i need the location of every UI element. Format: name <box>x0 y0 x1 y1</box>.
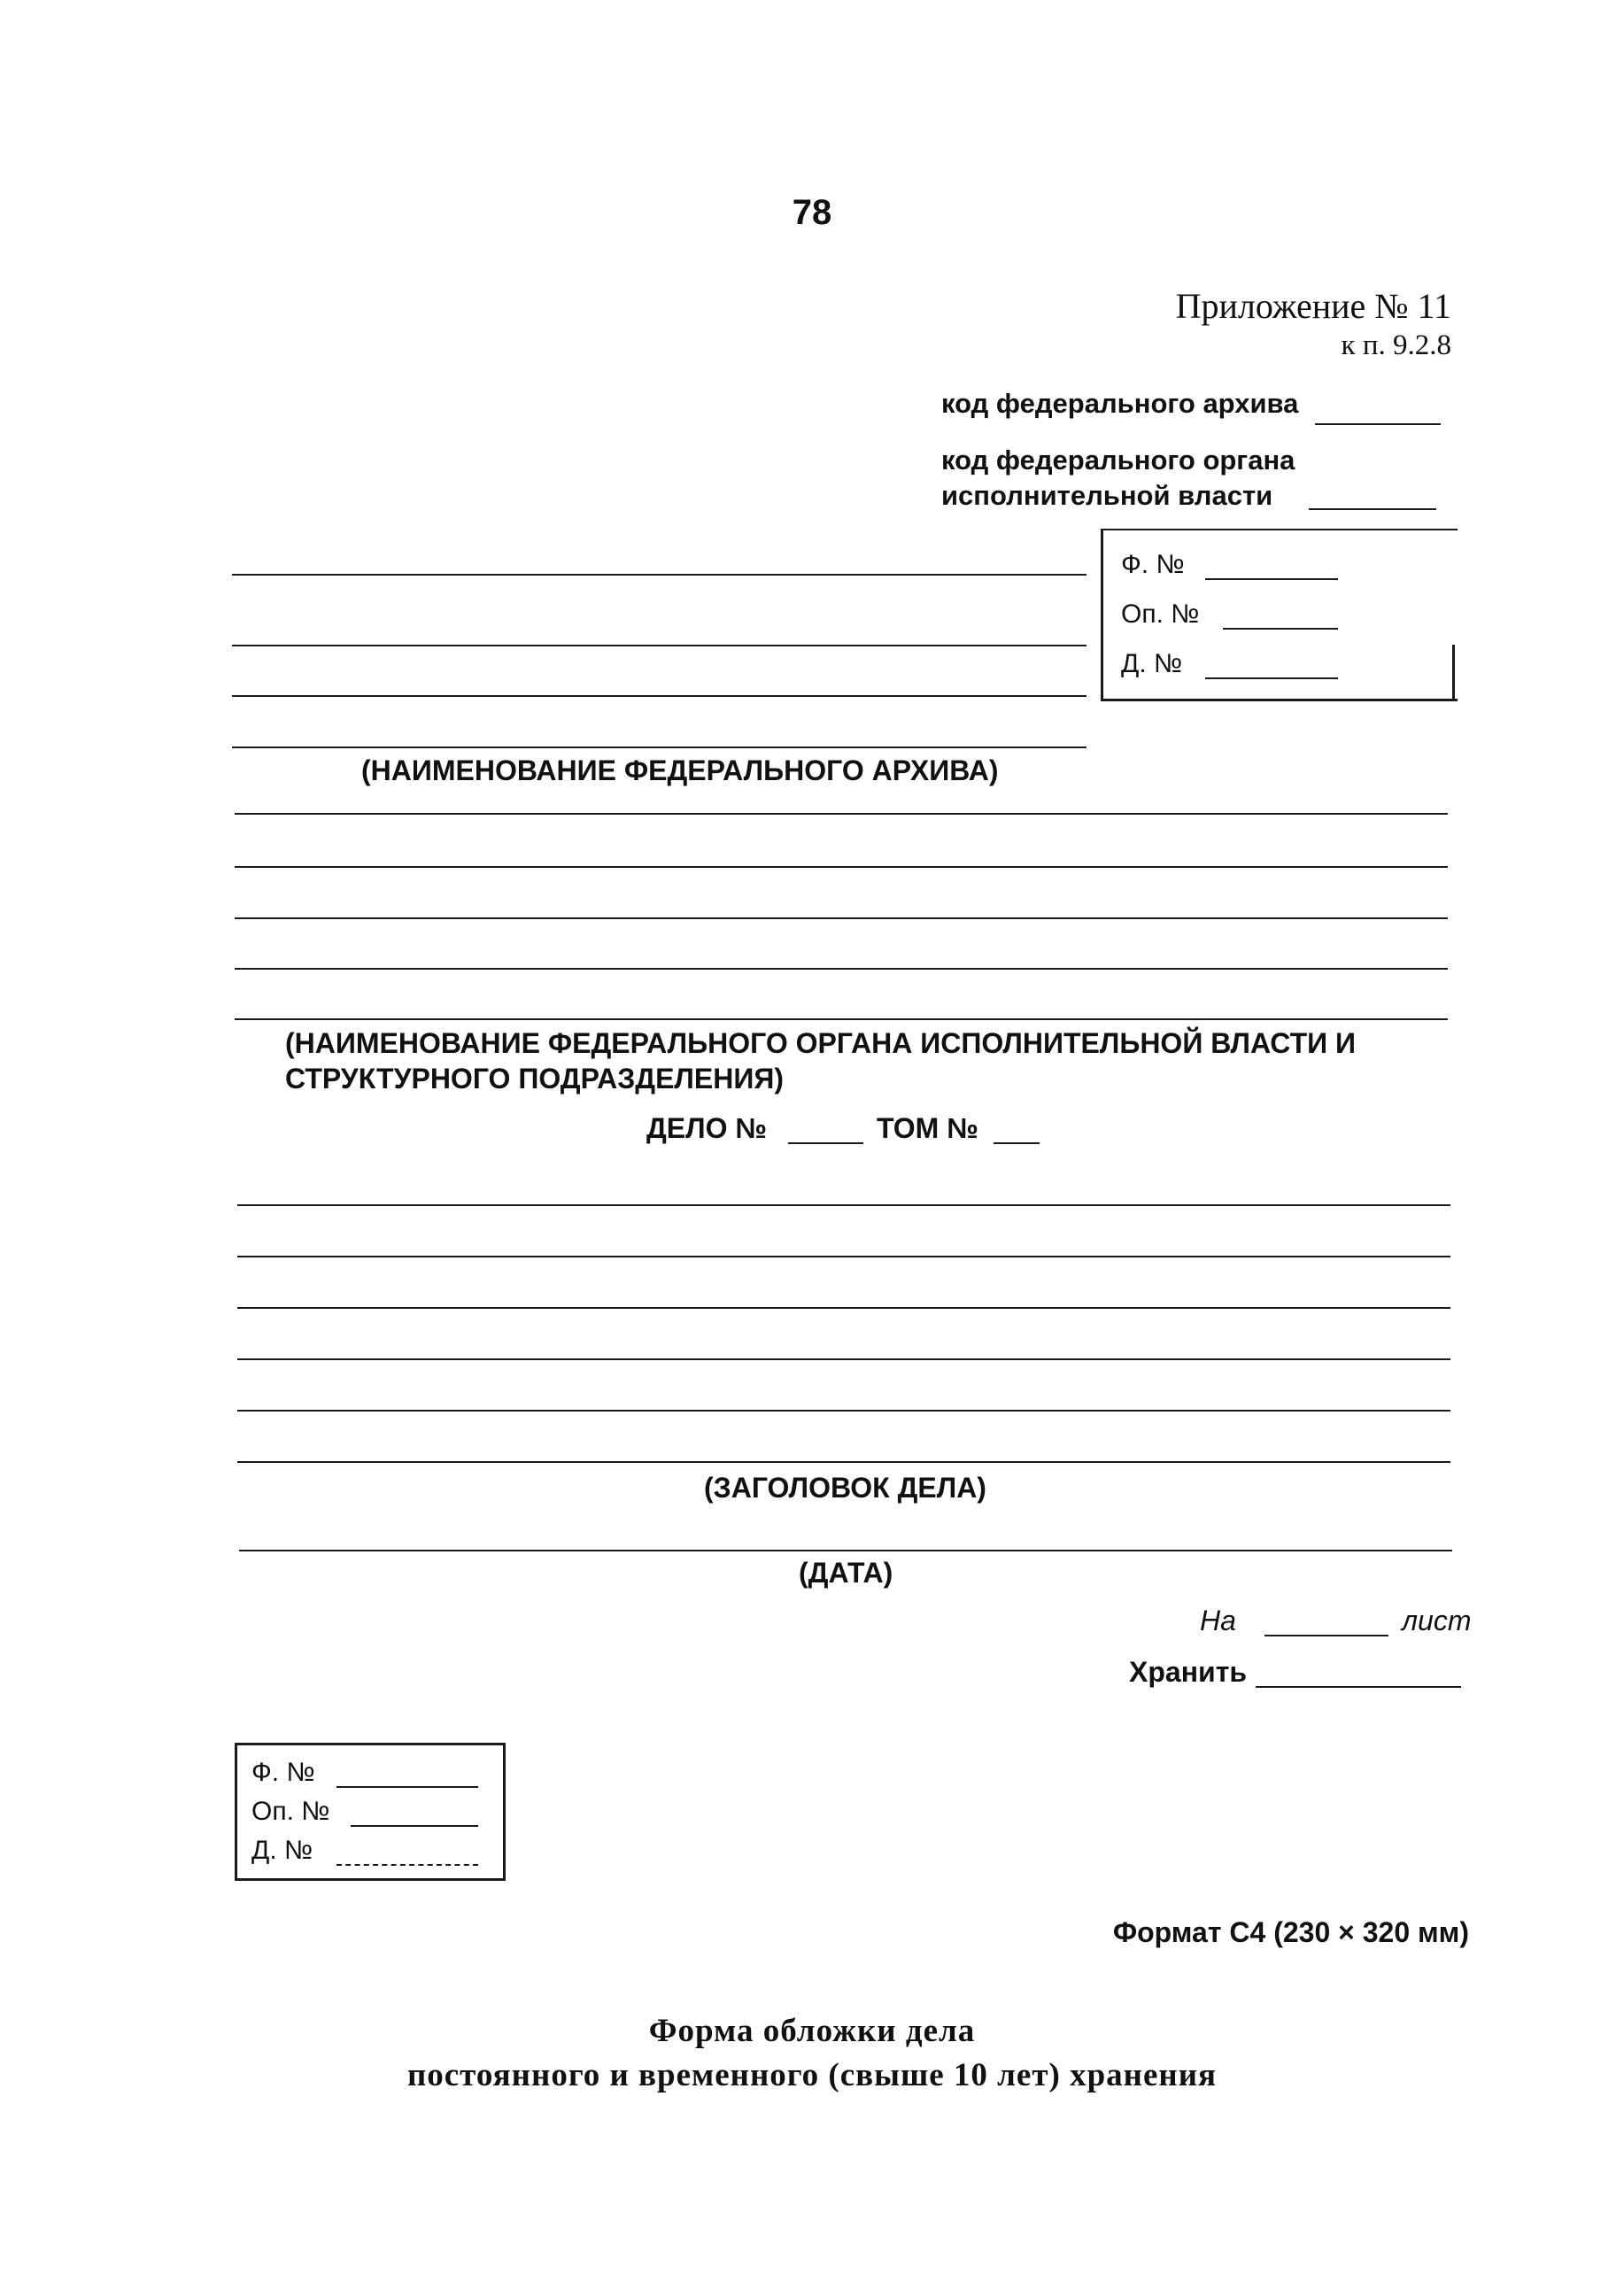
archive-name-line <box>232 746 1087 748</box>
bottom-opis-label: Оп. № <box>251 1797 330 1826</box>
authority-name-line <box>235 1018 1448 1020</box>
box-right-edge <box>1452 645 1455 700</box>
archive-name-caption: (НАИМЕНОВАНИЕ ФЕДЕРАЛЬНОГО АРХИВА) <box>361 754 999 786</box>
form-title-line-1: Форма обложки дела <box>648 2013 976 2049</box>
authority-name-caption-2: СТРУКТУРНОГО ПОДРАЗДЕЛЕНИЯ) <box>285 1063 784 1095</box>
fond-blank <box>1205 578 1338 580</box>
form-title-line-2: постоянного и временного (свыше 10 лет) хранения <box>406 2057 1218 2093</box>
authority-name-line <box>235 813 1448 815</box>
date-caption: (ДАТА) <box>799 1557 893 1589</box>
case-title-line <box>237 1410 1450 1412</box>
authority-name-line <box>235 968 1448 970</box>
archive-code-label: код федерального архива <box>941 388 1299 419</box>
case-number-blank <box>788 1142 863 1144</box>
keep-blank <box>1256 1686 1461 1688</box>
archive-name-line <box>232 695 1087 697</box>
opis-blank <box>1223 628 1338 630</box>
keep-label: Хранить <box>1129 1656 1248 1688</box>
authority-code-label-2: исполнительной власти <box>941 480 1273 511</box>
archive-name-line <box>232 574 1087 576</box>
bottom-fond-label: Ф. № <box>251 1758 315 1787</box>
fond-label: Ф. № <box>1121 550 1185 579</box>
date-line <box>239 1550 1452 1551</box>
authority-name-line <box>235 866 1448 868</box>
opis-label: Оп. № <box>1121 600 1200 629</box>
authority-name-line <box>235 917 1448 919</box>
bottom-delo-label: Д. № <box>251 1836 313 1865</box>
volume-number-label: ТОМ № <box>877 1112 978 1144</box>
bottom-fond-blank <box>336 1786 478 1788</box>
case-title-line <box>237 1358 1450 1360</box>
sheets-blank <box>1264 1635 1388 1636</box>
case-title-line <box>237 1461 1450 1463</box>
archive-reference-box <box>1101 529 1458 701</box>
authority-name-caption-1: (НАИМЕНОВАНИЕ ФЕДЕРАЛЬНОГО ОРГАНА ИСПОЛНИТЕЛЬНОЙ ВЛАСТИ И <box>285 1027 1357 1059</box>
archive-name-line <box>232 645 1087 646</box>
authority-code-blank <box>1309 508 1436 510</box>
case-title-caption: (ЗАГОЛОВОК ДЕЛА) <box>704 1472 986 1504</box>
case-title-line <box>237 1204 1450 1206</box>
sheets-suffix: лист <box>1402 1605 1472 1636</box>
sheets-prefix: На <box>1200 1605 1236 1636</box>
bottom-reference-box <box>235 1743 506 1881</box>
case-title-line <box>237 1256 1450 1257</box>
authority-code-label-1: код федерального органа <box>941 445 1295 476</box>
volume-number-blank <box>994 1142 1040 1144</box>
page-number: 78 <box>792 193 832 232</box>
bottom-delo-blank <box>336 1864 478 1866</box>
bottom-opis-blank <box>351 1825 478 1827</box>
appendix-reference: к п. 9.2.8 <box>1341 329 1451 361</box>
delo-blank <box>1205 677 1338 679</box>
case-number-label: ДЕЛО № <box>646 1112 768 1144</box>
appendix-title: Приложение № 11 <box>1175 286 1451 326</box>
delo-label: Д. № <box>1121 649 1183 678</box>
format-note: Формат С4 (230 × 320 мм) <box>1112 1916 1469 1948</box>
archive-code-blank <box>1315 423 1441 425</box>
case-title-line <box>237 1307 1450 1309</box>
